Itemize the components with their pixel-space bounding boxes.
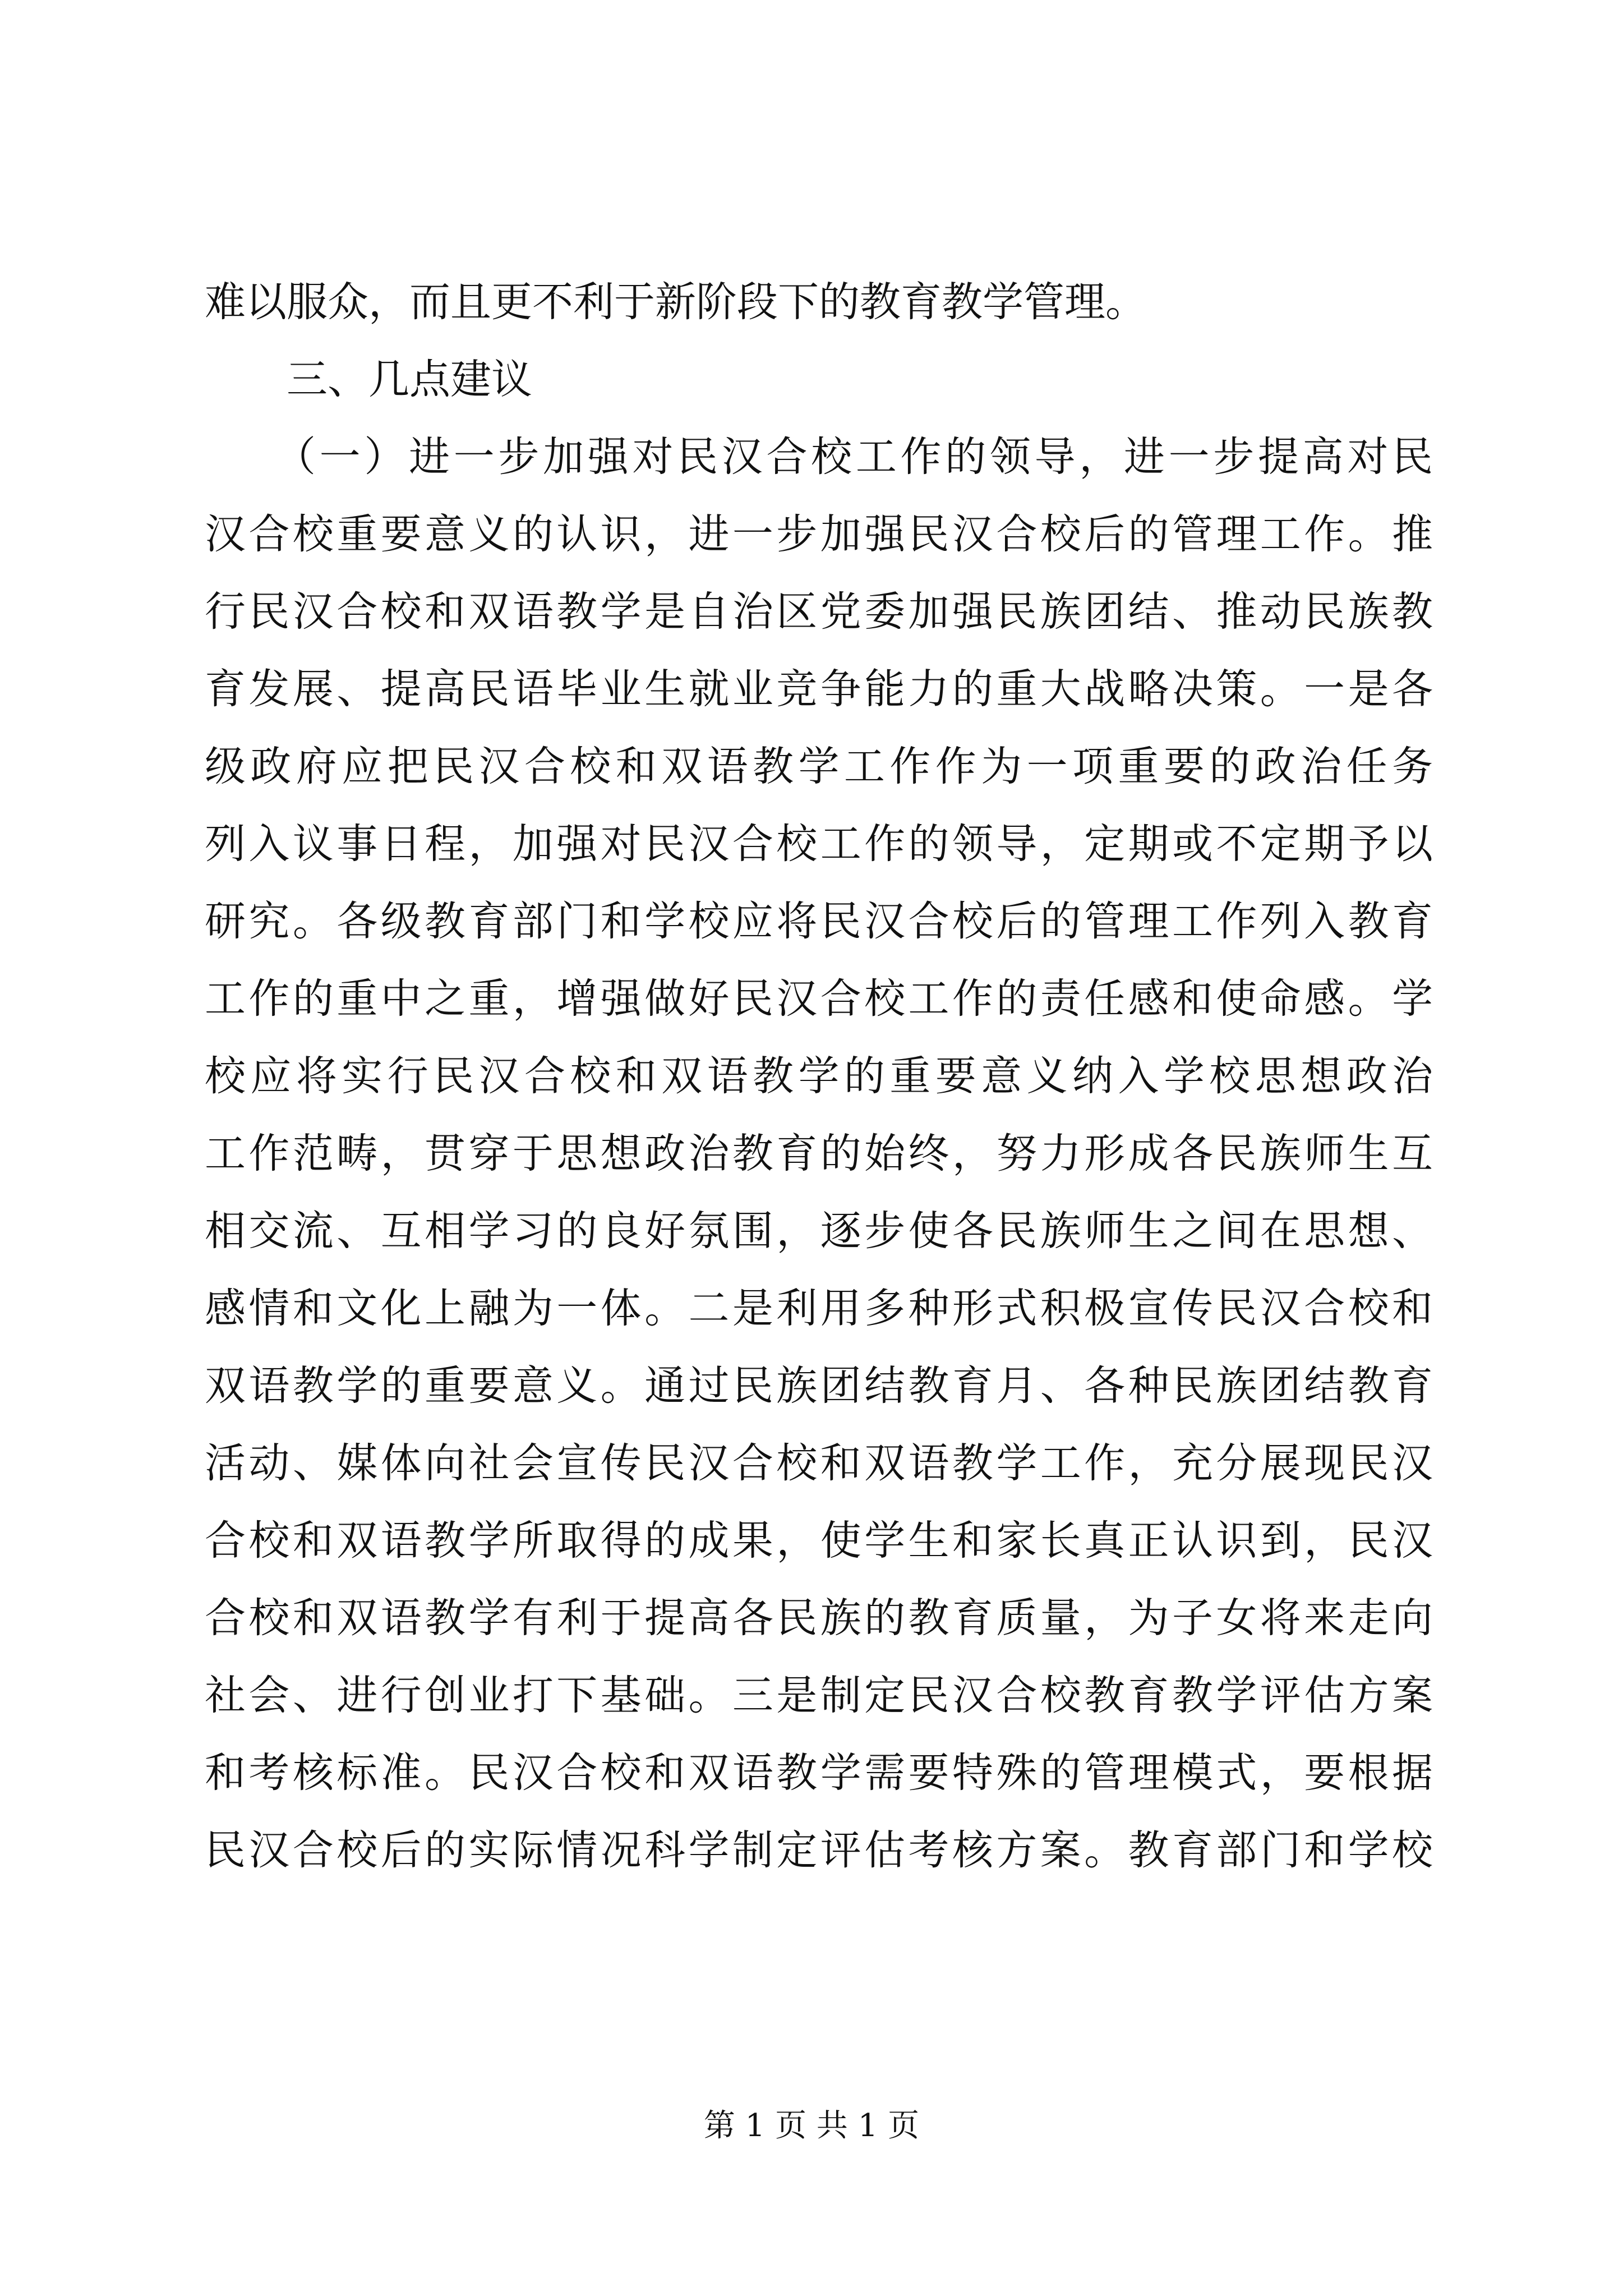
paragraph-line: 民汉合校后的实际情况科学制定评估考核方案。教育部门和学校	[205, 1826, 1433, 1874]
paragraph-line: 汉合校重要意义的认识，进一步加强民汉合校后的管理工作。推	[205, 510, 1433, 558]
paragraph-line: 双语教学的重要意义。通过民族团结教育月、各种民族团结教育	[205, 1362, 1433, 1410]
paragraph-line: 工作的重中之重，增强做好民汉合校工作的责任感和使命感。学	[205, 975, 1433, 1023]
paragraph-line: 和考核标准。民汉合校和双语教学需要特殊的管理模式，要根据	[205, 1749, 1433, 1797]
paragraph-line: 行民汉合校和双语教学是自治区党委加强民族团结、推动民族教	[205, 588, 1433, 636]
paragraph-line: 育发展、提高民语毕业生就业竞争能力的重大战略决策。一是各	[205, 665, 1433, 713]
section-heading: 三、几点建议	[287, 356, 532, 403]
paragraph-line: （一）进一步加强对民汉合校工作的领导，进一步提高对民	[275, 433, 1433, 481]
paragraph-line: 工作范畴，贯穿于思想政治教育的始终，努力形成各民族师生互	[205, 1130, 1433, 1177]
paragraph-line: 列入议事日程，加强对民汉合校工作的领导，定期或不定期予以	[205, 820, 1433, 868]
paragraph-line: 活动、媒体向社会宣传民汉合校和双语教学工作，充分展现民汉	[205, 1439, 1433, 1487]
paragraph-line: 合校和双语教学有利于提高各民族的教育质量，为子女将来走向	[205, 1594, 1433, 1642]
paragraph-line: 相交流、互相学习的良好氛围，逐步使各民族师生之间在思想、	[205, 1207, 1433, 1255]
paragraph-line: 级政府应把民汉合校和双语教学工作作为一项重要的政治任务	[205, 743, 1433, 790]
paragraph-line: 合校和双语教学所取得的成果，使学生和家长真正认识到，民汉	[205, 1517, 1433, 1565]
paragraph-line: 感情和文化上融为一体。二是利用多种形式积极宣传民汉合校和	[205, 1285, 1433, 1332]
document-body	[205, 264, 1433, 1889]
paragraph-line: 校应将实行民汉合校和双语教学的重要意义纳入学校思想政治	[205, 1052, 1433, 1100]
paragraph-line: 社会、进行创业打下基础。三是制定民汉合校教育教学评估方案	[205, 1672, 1433, 1719]
paragraph-line: 难以服众，而且更不利于新阶段下的教育教学管理。	[205, 278, 1146, 326]
page-footer	[0, 2106, 1623, 2146]
page-number-label: 第 1 页 共 1 页	[703, 2108, 920, 2144]
paragraph-line: 研究。各级教育部门和学校应将民汉合校后的管理工作列入教育	[205, 898, 1433, 945]
